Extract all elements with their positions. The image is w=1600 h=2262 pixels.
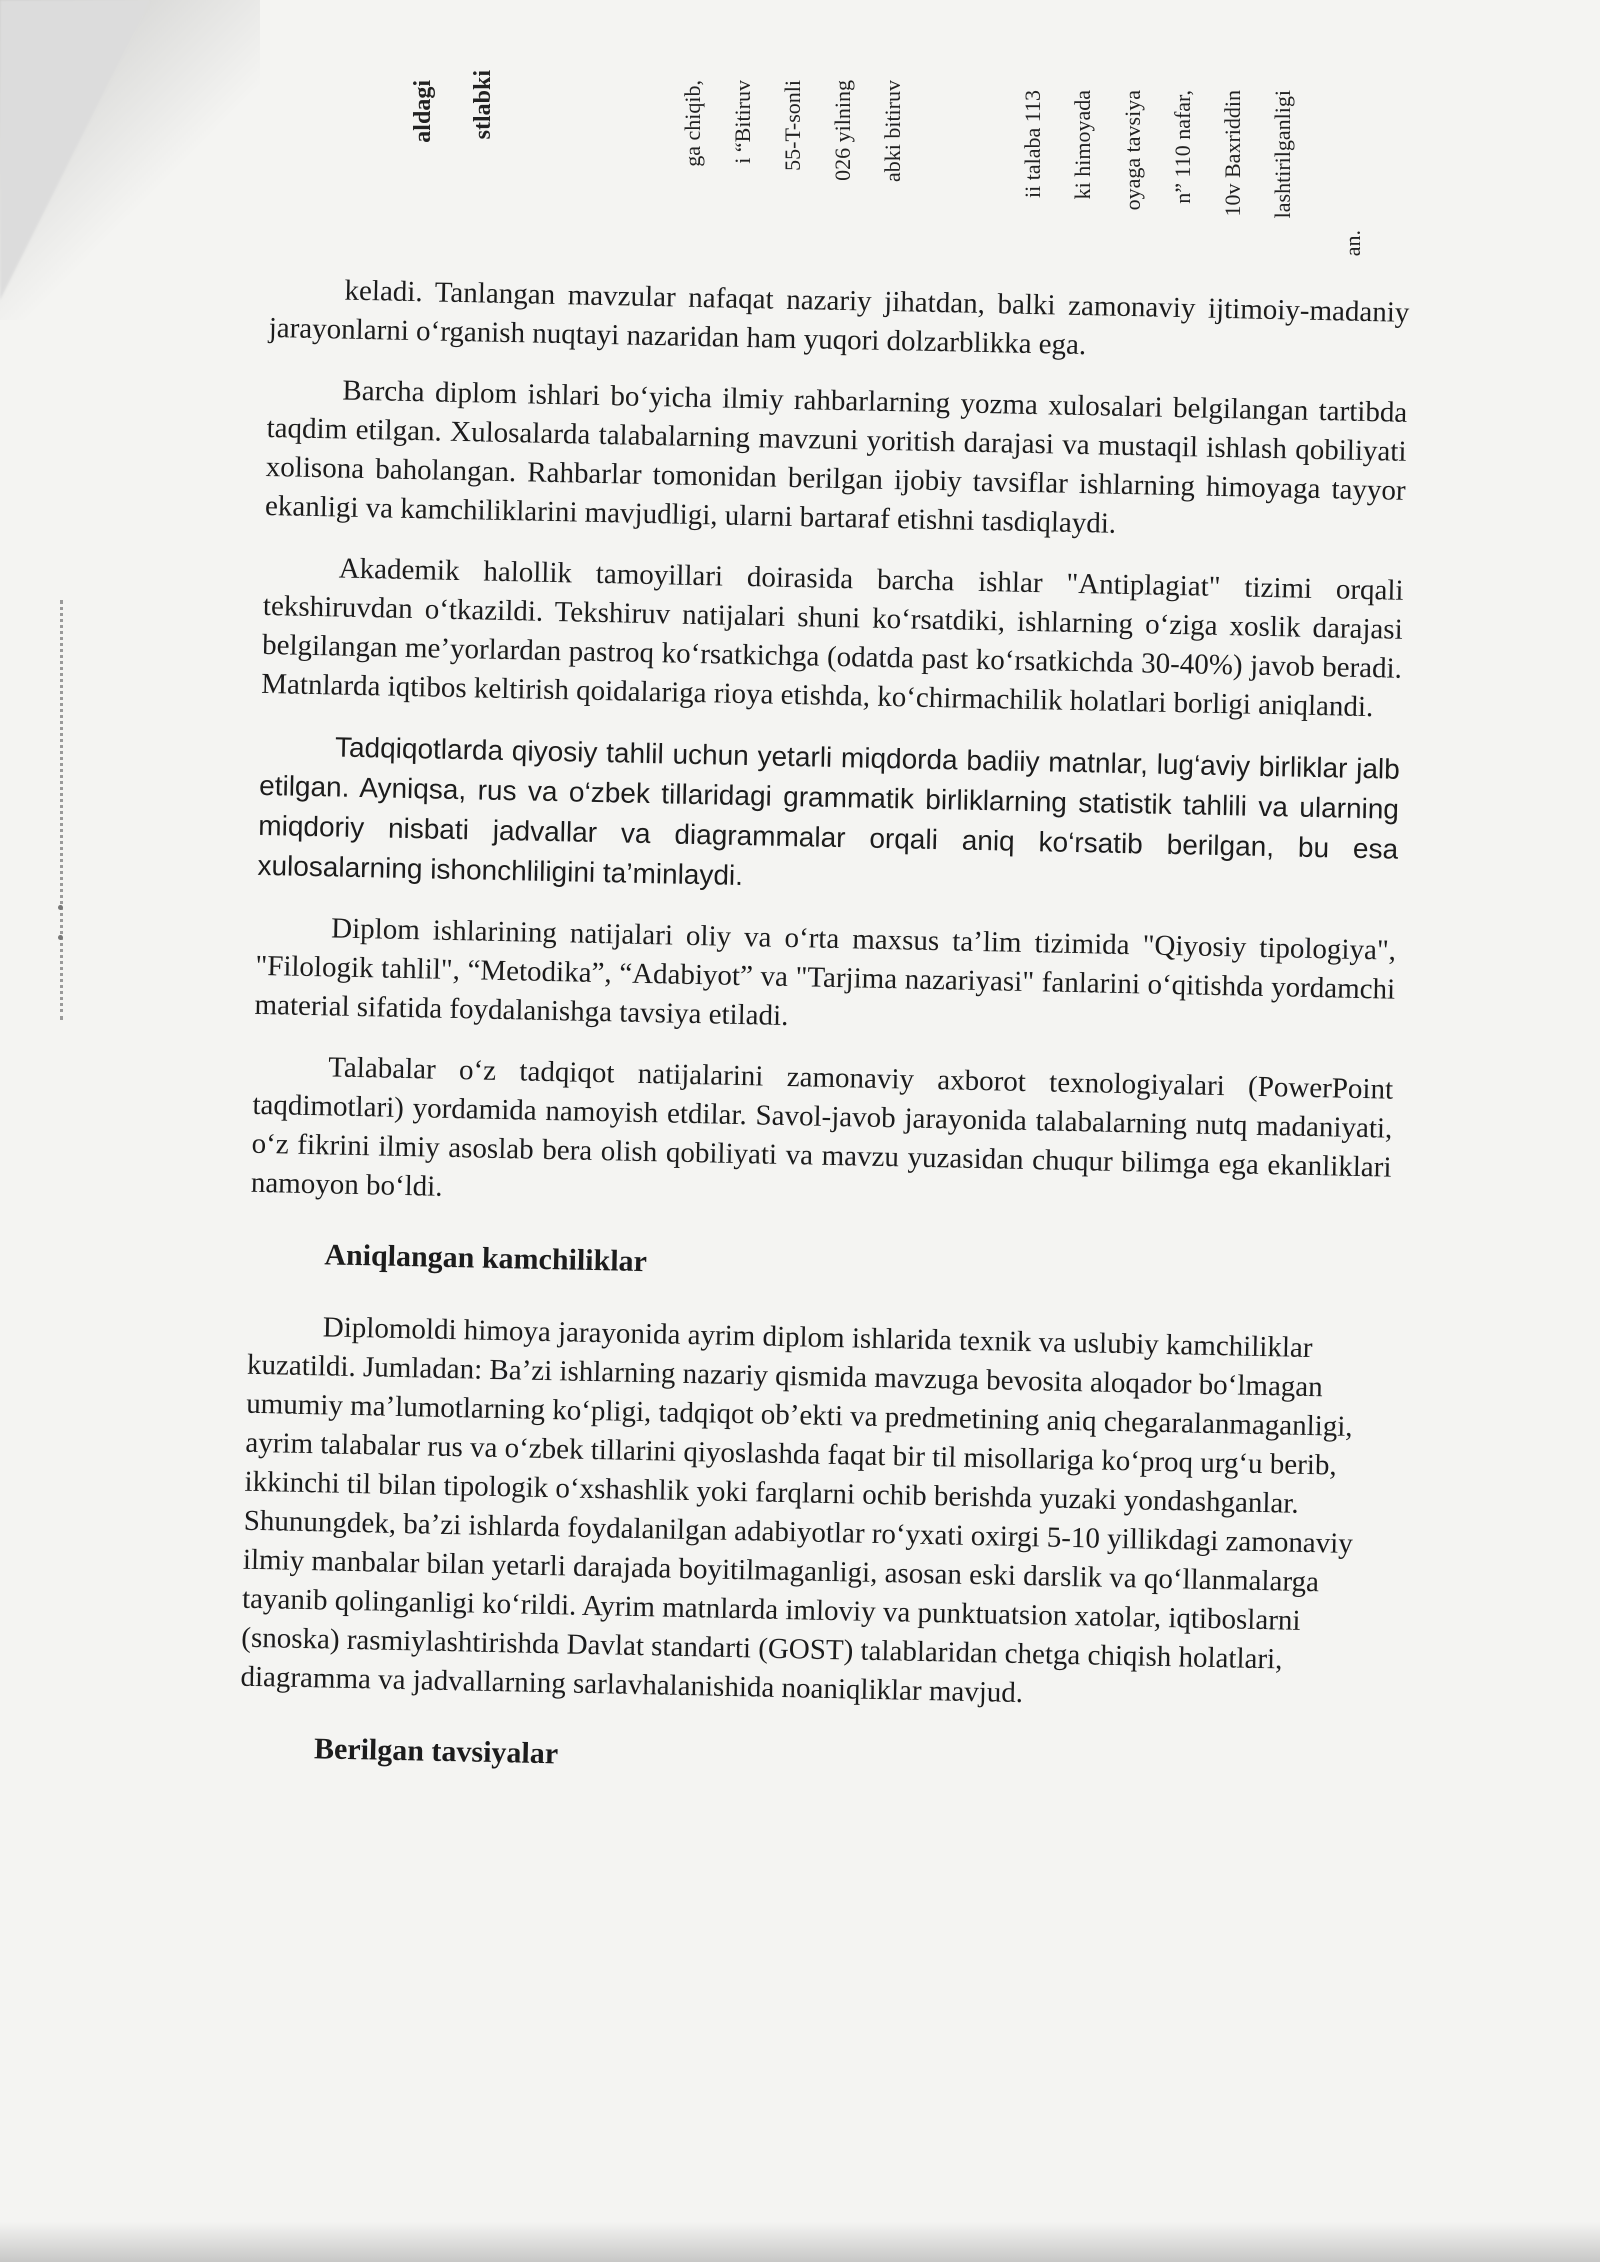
margin-fragment: ga chiqib, — [680, 80, 705, 167]
margin-fragment: i “Bitiruv — [730, 80, 755, 164]
margin-fragment: ii talaba 113 — [1020, 90, 1045, 198]
margin-fragment: an. — [1340, 230, 1365, 257]
paragraph-presentations: Talabalar o‘z tadqiqot natijalarini zamonaviy axborot texnologiyalari (PowerPoint taqdimotlari) yordamida namoyish etdilar. Savol-javob jarayonida talabalarning nutq madaniyati, o‘z fikrini ilmiy asoslab bera olish qobiliyati va mavzu yuzasidan chuqur bilimga ega ekanliklari namoyon bo‘ldi. — [250, 1051, 1394, 1203]
margin-fragment: aldagi — [410, 80, 436, 143]
bottom-shadow — [0, 2222, 1600, 2262]
binding-hole-marks — [60, 600, 67, 1020]
margin-fragment: abki bitiruv — [880, 80, 905, 183]
heading-identified-shortcomings: Aniqlangan kamchiliklar — [324, 1238, 648, 1279]
margin-dot — [58, 935, 63, 940]
paragraph-shortcomings: Diplomoldi himoya jarayonida ayrim diplom ishlarida texnik va uslubiy kamchiliklar kuzatildi. Jumladan: Ba’zi ishlarning nazariy qismida mavzuga bevosita aloqador bo‘lmagan umumiy ma’lumotlarning ko‘pligi, tadqiqot ob’ekti va predmetining aniq chegaralanmaganligi, ayrim talabalar rus va o‘zbek tillarini qiyoslashda faqat bir til misollariga ko‘proq urg‘u berib, ikkinchi til bilan tipologik o‘xshashlik yoki farqlarni ochib berishda yuzaki yondashganlar. Shunungdek, ba’zi ishlarda foydalanilgan adabiyotlar ro‘yxati oxirgi 5-10 yillikdagi zamonaviy ilmiy manbalar bilan yetarli darajada boyitilmaganligi, asosan eski darslik va qo‘llanmalarga tayanib qolinganligi ko‘rildi. Ayrim matnlarda imloviy va punktuatsion xatolar, iqtiboslarni (snoska) rasmiylashtirishda Davlat standarti (GOST) talablaridan chetga chiqish holatlari, diagramma va jadvallarning sarlavhalanishida noaniqliklar mavjud. — [240, 1311, 1354, 1710]
margin-fragment: n” 110 nafar, — [1170, 90, 1195, 204]
paragraph-results-usage: Diplom ishlarining natijalari oliy va o‘rta maxsus ta’lim tizimida "Qiyosiy tipologiya", "Filologik tahlil", “Metodika”, “Adabiyot” va "Tarjima nazariyasi" fanlarini o‘qitishda yordamchi material sifatida foydalanishga tavsiya etiladi. — [254, 912, 1397, 1033]
folded-page-corner — [0, 0, 150, 300]
margin-fragment: lashtirilganligi — [1270, 90, 1295, 219]
margin-fragment: 10v Baxriddin — [1220, 90, 1245, 217]
margin-fragment: 55-T-sonli — [780, 80, 805, 171]
previous-page-margin-text — [380, 60, 1430, 280]
heading-recommendations: Berilgan tavsiyalar — [313, 1732, 559, 1771]
paragraph-supervisor-reviews: Barcha diplom ishlari bo‘yicha ilmiy rahbarlarning yozma xulosalari belgilangan tartibda taqdim etilgan. Xulosalarda talabalarning mavzuni yoritish darajasi va mustaqil ishlash qobiliyati xolisona baholangan. Rahbarlar tomonidan berilgan ijobiy tavsiflar ishlarning himoyaga tayyor ekanligi va kamchiliklarini mavjudligi, ularni bartaraf etishni tasdiqlaydi. — [264, 374, 1408, 540]
margin-dot — [58, 905, 63, 910]
margin-fragment: oyaga tavsiya — [1120, 90, 1145, 211]
paragraph-antiplagiarism: Akademik halollik tamoyillari doirasida barcha ishlar "Antiplagiat" tizimi orqali tekshiruvdan o‘tkazildi. Tekshiruv natijalari shuni ko‘rsatdiki, ishlarning o‘ziga xoslik darajasi belgilangan me’yorlardan pastroq ko‘rsatkichga (odatda past ko‘rsatkichda 30-40%) javob beradi. Matnlarda iqtibos keltirish qoidalariga rioya etishda, ko‘chirmachilik holatlari borligi aniqlandi. — [260, 552, 1404, 724]
paragraph-relevance: keladi. Tanlangan mavzular nafaqat nazariy jihatdan, balki zamonaviy ijtimoiy-madaniy jarayonlarni o‘rganish nuqtayi nazaridan ham yuqori dolzarblikka ega. — [268, 274, 1410, 362]
margin-fragment: 026 yilning — [830, 80, 855, 181]
margin-fragment: ki himoyada — [1070, 90, 1095, 200]
margin-fragment: stlabki — [470, 70, 496, 140]
document-body — [238, 270, 1410, 1825]
paragraph-comparative-analysis: Tadqiqotlarda qiyosiy tahlil uchun yetarli miqdorda badiiy matnlar, lug‘aviy birliklar jalb etilgan. Ayniqsa, rus va o‘zbek tillaridagi grammatik birliklarning statistik tahlili va ularning miqdoriy nisbati jadvallar va diagrammalar orqali aniq ko‘rsatib berilgan, bu esa xulosalarning ishonchliligini ta’minlaydi. — [257, 731, 1401, 892]
